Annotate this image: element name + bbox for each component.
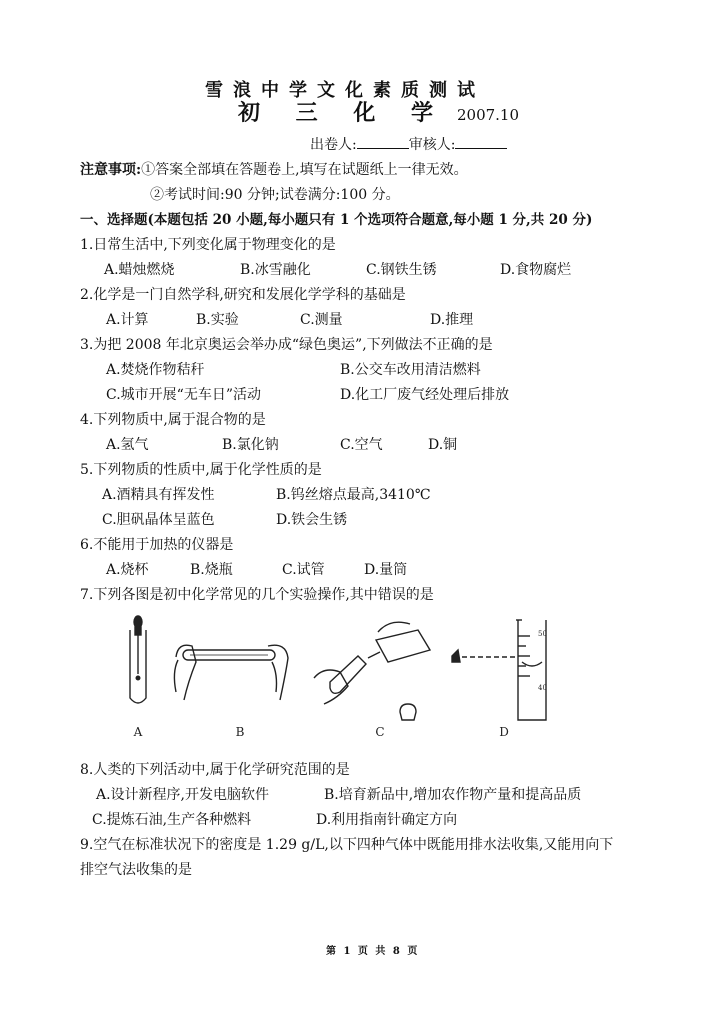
school-title: 雪浪中学文化素质测试 <box>205 80 485 101</box>
figure-d-cylinder-reading <box>452 620 546 720</box>
option: B.培育新品中,增加农作物产量和提高品质 <box>324 787 582 803</box>
scale-label-bottom: 40 <box>538 684 547 692</box>
notice-label: 注意事项: <box>80 162 142 178</box>
option: A.焚烧作物秸秆 <box>106 362 205 378</box>
option: D.铜 <box>428 437 458 453</box>
notice-item-1b: ,填写在试题纸上一律无效。 <box>295 162 468 178</box>
option: A.计算 <box>106 312 149 328</box>
author-blank <box>357 136 409 149</box>
experiment-figure-svg <box>118 612 558 742</box>
question-stem: 4.下列物质中,属于混合物的是 <box>80 412 266 428</box>
figure-c-pouring <box>314 622 430 720</box>
option: B.实验 <box>196 312 239 328</box>
subject-name: 初 三 化 学 <box>238 100 447 126</box>
subject-title <box>238 100 520 126</box>
option: C.试管 <box>282 562 325 578</box>
option: C.测量 <box>300 312 343 328</box>
scale-label-top: 50 <box>538 630 547 638</box>
notice-line-2: ②考试时间:90 分钟;试卷满分:100 分。 <box>150 187 400 203</box>
section-heading: 一、选择题(本题包括 20 小题,每小题只有 1 个选项符合题意,每小题 1 分,共 20 分) <box>80 212 593 228</box>
question-stem-continued: 排空气法收集的是 <box>80 862 192 878</box>
option: B.氯化钠 <box>222 437 279 453</box>
figure-b-hands-test-tube <box>174 645 288 700</box>
notice-line-1 <box>80 161 468 179</box>
figure-a-dropper-test-tube <box>130 616 146 703</box>
question-stem: 3.为把 2008 年北京奥运会举办成“绿色奥运”,下列做法不正确的是 <box>80 337 493 353</box>
question-stem: 5.下列物质的性质中,属于化学性质的是 <box>80 462 322 478</box>
figure-label-b: B <box>235 725 245 739</box>
author-label: 出卷人: <box>310 137 357 153</box>
notice-item-1a: ①答案全部填在答题卷上 <box>141 162 296 178</box>
option: B.烧瓶 <box>190 562 233 578</box>
question-stem: 9.空气在标准状况下的密度是 1.29 g/L,以下四种气体中既能用排水法收集,又能用向下 <box>80 837 614 853</box>
option: B.钨丝熔点最高,3410℃ <box>276 487 431 503</box>
question-stem: 7.下列各图是初中化学常见的几个实验操作,其中错误的是 <box>80 587 434 603</box>
option: D.量筒 <box>364 562 408 578</box>
reviewer-blank <box>455 136 507 149</box>
option: D.食物腐烂 <box>500 262 572 278</box>
option: B.公交车改用清洁燃料 <box>340 362 481 378</box>
author-reviewer-line <box>310 136 507 154</box>
option: D.推理 <box>430 312 474 328</box>
option: A.氢气 <box>106 437 149 453</box>
question-stem: 6.不能用于加热的仪器是 <box>80 537 234 553</box>
question-stem: 1.日常生活中,下列变化属于物理变化的是 <box>80 237 336 253</box>
option: C.城市开展“无车日”活动 <box>106 387 261 403</box>
question-stem: 2.化学是一门自然学科,研究和发展化学学科的基础是 <box>80 287 406 303</box>
exam-year: 2007.10 <box>456 106 520 124</box>
option: C.提炼石油,生产各种燃料 <box>92 812 252 828</box>
reviewer-label: 审核人: <box>408 137 456 153</box>
option: C.钢铁生锈 <box>366 262 437 278</box>
option: A.设计新程序,开发电脑软件 <box>96 787 270 803</box>
option: D.化工厂废气经处理后排放 <box>340 387 510 403</box>
figure-label-a: A <box>133 725 143 739</box>
question-stem: 8.人类的下列活动中,属于化学研究范围的是 <box>80 762 350 778</box>
figure-label-c: C <box>375 725 385 739</box>
option: B.冰雪融化 <box>240 262 311 278</box>
experiment-figure <box>118 612 558 742</box>
figure-label-d: D <box>499 725 509 739</box>
option: A.蜡烛燃烧 <box>104 262 175 278</box>
option: D.铁会生锈 <box>276 512 348 528</box>
option: A.烧杯 <box>106 562 149 578</box>
page-footer: 第 1 页 共 8 页 <box>326 946 420 957</box>
option: C.空气 <box>340 437 383 453</box>
option: C.胆矾晶体呈蓝色 <box>102 512 215 528</box>
option: D.利用指南针确定方向 <box>316 812 458 828</box>
option: A.酒精具有挥发性 <box>102 487 215 503</box>
